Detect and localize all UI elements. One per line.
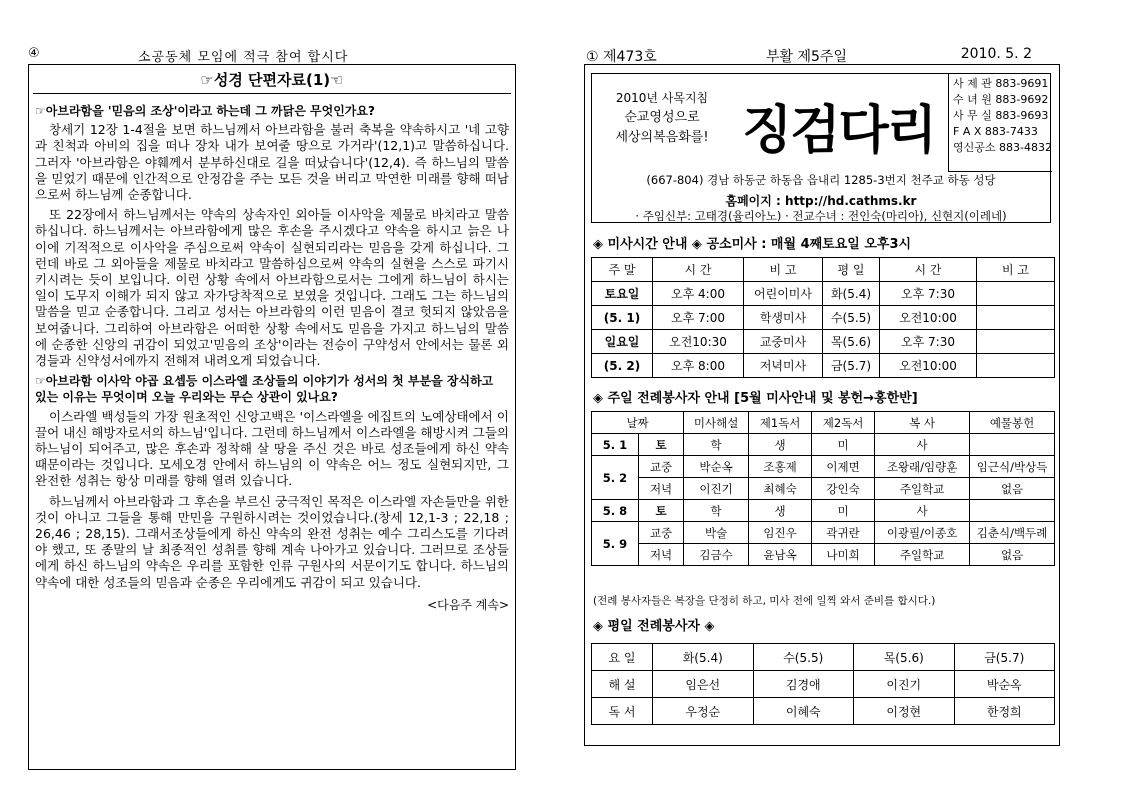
- weekend-day: 일요일: [592, 330, 653, 354]
- cell: [977, 306, 1055, 330]
- article-body: [35, 101, 509, 613]
- table-row: [592, 434, 1055, 456]
- date-cell: 5. 9: [592, 522, 639, 566]
- header-cell: 제2독서: [812, 412, 875, 434]
- header-cell: 목(5.6): [854, 644, 955, 671]
- cell: 학생미사: [744, 306, 823, 330]
- mass-type: 교중: [639, 522, 684, 544]
- cell: 사: [875, 500, 970, 522]
- header-cell: 금(5.7): [954, 644, 1055, 671]
- header-cell: 예물봉헌: [970, 412, 1055, 434]
- cell: 이진기: [854, 671, 955, 698]
- header-cell: 미사해설: [684, 412, 749, 434]
- staff: · 주임신부: 고태경(율리아노) · 전교수녀 : 전인숙(마리아), 신현지(이레네): [635, 209, 1007, 223]
- table-row: [592, 544, 1055, 566]
- cell: 최혜숙: [749, 478, 812, 500]
- website: 홈페이지 : http://hd.cathms.kr: [725, 194, 917, 208]
- header-cell: 날짜: [592, 412, 684, 434]
- motto-year: 2010년 사목지침: [615, 91, 709, 105]
- cell: 오후 7:00: [653, 306, 744, 330]
- servers-note: (전례 봉사자들은 복장을 단정히 하고, 미사 전에 일찍 와서 준비를 합시다.): [593, 595, 936, 607]
- date-cell: 5. 8: [592, 500, 639, 522]
- mass-type: 교중: [639, 456, 684, 478]
- mass-type: 저녁: [639, 478, 684, 500]
- header-cell: 제1독서: [749, 412, 812, 434]
- cell: 어린이미사: [744, 282, 823, 306]
- cell: 우정순: [653, 698, 754, 725]
- mass-type: 저녁: [639, 544, 684, 566]
- cell: 목(5.6): [823, 330, 880, 354]
- header-cell: 비 고: [977, 258, 1055, 282]
- cell: 학: [684, 500, 749, 522]
- slogan: 소공동체 모임에 적극 참여 합시다: [138, 50, 349, 65]
- cell: 미: [812, 500, 875, 522]
- contact-item: 사 제 관 883-9691: [953, 77, 1049, 90]
- date-cell: 5. 1: [592, 434, 639, 456]
- motto-line: 세상의복음화를!: [615, 130, 709, 145]
- cell: 곽귀란: [812, 522, 875, 544]
- liturgical-week: 부활 제5주일: [766, 49, 847, 65]
- cell: 조왕래/임량훈: [875, 456, 970, 478]
- cell: 이광필/이종호: [875, 522, 970, 544]
- cell: 주일학교: [875, 544, 970, 566]
- cell: 오전10:00: [880, 354, 977, 378]
- cell: 오후 7:30: [880, 330, 977, 354]
- cell: 임진우: [749, 522, 812, 544]
- issue-date: 2010. 5. 2: [960, 46, 1032, 62]
- row-label: 해 설: [592, 671, 653, 698]
- cell: 이제면: [812, 456, 875, 478]
- cell: 화(5.4): [823, 282, 880, 306]
- weekday-servers-table: [591, 643, 1055, 725]
- row-label: 독 서: [592, 698, 653, 725]
- masthead: [591, 73, 1051, 223]
- article-title: ☞성경 단편자료(1)☜: [29, 69, 515, 90]
- table-row: [592, 306, 1055, 330]
- table-header: [592, 644, 1055, 671]
- weekday-servers-title: ◈ 평일 전례봉사자 ◈: [593, 619, 715, 634]
- paragraph-4: 하느님께서 아브라함과 그 후손을 부르신 궁극적인 목적은 이스라엘 자손들만을 위한 것이 아니고 그들을 통해 만민을 구원하시려는 것이었습니다.(창세 12,1-3 ; 22,18 ; 26,46 ; 28,15). 그래서조상들에게 하신 약속의 완전 성취는 예수 그리스도를 기다려야 했고, 또 종말의 날 최종적인 성취를 향해 계속 나아가고 있습니다. 그러므로 조상들에게 하신 하느님의 약속은 우리를 포함한 인류 구원사의 서문이기도 합니다. 하느님의 약속에 대한 성조들의 믿음과 순종은 우리에게도 귀감이 되고 있습니다.: [35, 493, 509, 590]
- sunday-servers-title: ◈ 주일 전례봉사자 안내 [5월 미사안내 및 봉헌→홍한반]: [593, 391, 918, 406]
- paragraph-3: 이스라엘 백성들의 가장 원초적인 신앙고백은 '이스라엘을 에집트의 노예상태에서 이끌어 내신 해방자로서의 하느님'입니다. 그런데 하느님께서 이스라엘을 해방시켜 그들의 하느님이 되어주고, 많은 후손과 정착해 살 땅을 주신 것은 바로 성조들에게 하신 약속 때문이라는 것입니다. 모세오경 안에서 하느님의 이 약속은 어느 정도 실현되지만, 그 완전한 성취는 항상 미래를 향해 열려 있습니다.: [35, 408, 509, 489]
- cell: [970, 434, 1055, 456]
- header-cell: 시 간: [880, 258, 977, 282]
- table-row: [592, 478, 1055, 500]
- cell: 나미희: [812, 544, 875, 566]
- cell: 없음: [970, 544, 1055, 566]
- mass-schedule-table: [591, 257, 1055, 378]
- header-cell: 비 고: [744, 258, 823, 282]
- cell: 오전10:30: [653, 330, 744, 354]
- mass-schedule-title: ◈ 미사시간 안내 ◈ 공소미사 : 매월 4째토요일 오후3시: [593, 237, 912, 252]
- contact-item: 수 녀 원 883-9692: [953, 93, 1049, 106]
- table-row: [592, 500, 1055, 522]
- bulletin-box: [584, 64, 1060, 746]
- table-header: [592, 412, 1055, 434]
- cell: 주일학교: [875, 478, 970, 500]
- paragraph-2: 또 22장에서 하느님께서는 약속의 상속자인 외아들 이사악을 제물로 바치라고 말씀하십니다. 하느님께서는 아브라함에게 많은 후손을 주시겠다고 약속을 하시고 늙은 나이에 기적적으로 이사악을 주심으로써 약속이 실현되리라는 믿음을 갖게 하십니다. 그런데 바로 그 외아들을 제물로 바치라고 말씀하심으로써 약속의 실현을 스스로 파기시키시려는 듯이 보입니다. 이런 상황 속에서 아브라함으로서는 그에게 하느님이 하시는 일이 도무지 이해가 되지 않고 자가당착적으로 보였을 것입니다. 그래도 그는 하느님의 말씀을 믿고 순종합니다. 그리고 성서는 아브라함의 이런 믿음이 결코 헛되지 않았음을 보여줍니다. 그리하여 아브라함은 어떠한 상황 속에서도 믿음을 가지고 하느님의 말씀에 순종한 신앙의 귀감이 되었고'믿음의 조상'이라는 전승이 구약성서 안에서는 물론 외경들과 신약성서에까지 전해져 내려오게 되었습니다.: [35, 207, 509, 369]
- cell: 김경애: [753, 671, 854, 698]
- header-cell: 화(5.4): [653, 644, 754, 671]
- continued-note: <다음주 계속>: [427, 597, 509, 612]
- cell: 생: [749, 500, 812, 522]
- cell: 윤남옥: [749, 544, 812, 566]
- cell: [977, 330, 1055, 354]
- cell: 오전10:00: [880, 306, 977, 330]
- cell: 임근식/박상득: [970, 456, 1055, 478]
- cell: 생: [749, 434, 812, 456]
- mass-type: 토: [639, 434, 684, 456]
- cell: 한정희: [954, 698, 1055, 725]
- paragraph-1: 창세기 12장 1-4절을 보면 하느님께서 아브라함을 불러 축복을 약속하시고 '네 고향과 친척과 아비의 집을 떠나 장차 내가 보여줄 땅으로 가거라'(12,1)고 말씀하십니다. 그러자 '아브라함은 야훼께서 분부하신대로 길을 떠났습니다'(12,4). 즉 하느님의 말씀을 믿었기 때문에 인간적으로 안정감을 주는 모든 것을 버리고 막연한 미래를 향해 떠남으로써 하느님께 순종합니다.: [35, 122, 509, 203]
- table-row: [592, 354, 1055, 378]
- cell: 조홍제: [749, 456, 812, 478]
- mass-type: 토: [639, 500, 684, 522]
- cell: 이정현: [854, 698, 955, 725]
- header-cell: 평 일: [823, 258, 880, 282]
- table-row: [592, 698, 1055, 725]
- cell: 교중미사: [744, 330, 823, 354]
- left-page-header: [28, 44, 518, 64]
- cell: 박순옥: [954, 671, 1055, 698]
- table-row: [592, 456, 1055, 478]
- cell: 김춘식/백두례: [970, 522, 1055, 544]
- cell: 박술: [684, 522, 749, 544]
- table-row: [592, 282, 1055, 306]
- cell: 미: [812, 434, 875, 456]
- cell: [977, 354, 1055, 378]
- cell: 김금수: [684, 544, 749, 566]
- right-page-header: [586, 44, 1062, 64]
- cell: 이진기: [684, 478, 749, 500]
- question-2: ☞아브라함 이사악 야곱 요셉등 이스라엘 조상들의 이야기가 성서의 첫 부분을 장식하고 있는 이유는 무엇이며 오늘 우리와는 무슨 상관이 있나요?: [35, 374, 494, 405]
- weekend-date: (5. 1): [592, 306, 653, 330]
- cell: [977, 282, 1055, 306]
- cell: 박순옥: [684, 456, 749, 478]
- cell: 수(5.5): [823, 306, 880, 330]
- issue-number: ① 제473호: [586, 49, 657, 65]
- cell: 없음: [970, 478, 1055, 500]
- header-cell: 요 일: [592, 644, 653, 671]
- question-1: ☞아브라함을 '믿음의 조상'이라고 하는데 그 까닭은 무엇인가요?: [35, 104, 375, 118]
- cell: 오후 4:00: [653, 282, 744, 306]
- table-row: [592, 522, 1055, 544]
- sunday-servers-table: [591, 411, 1055, 566]
- header-cell: 수(5.5): [753, 644, 854, 671]
- contact-item: F A X 883-7433: [953, 125, 1038, 138]
- motto-line: 순교영성으로: [624, 110, 700, 125]
- pastoral-motto: [598, 88, 726, 148]
- header-cell: 주 말: [592, 258, 653, 282]
- address: (667-804) 경남 하동군 하동읍 읍내리 1285-3번지 천주교 하동 성당: [646, 173, 996, 187]
- cell: 이혜숙: [753, 698, 854, 725]
- contact-item: 사 무 실 883-9693: [953, 109, 1049, 122]
- cell: [970, 500, 1055, 522]
- header-cell: 복 사: [875, 412, 970, 434]
- bible-article-box: [28, 64, 516, 770]
- cell: 강인숙: [812, 478, 875, 500]
- cell: 오후 7:30: [880, 282, 977, 306]
- weekend-day: 토요일: [592, 282, 653, 306]
- contact-list: [948, 74, 1052, 172]
- weekend-date: (5. 2): [592, 354, 653, 378]
- page-number: ④: [28, 46, 40, 61]
- table-row: [592, 330, 1055, 354]
- cell: 학: [684, 434, 749, 456]
- cell: 금(5.7): [823, 354, 880, 378]
- table-row: [592, 671, 1055, 698]
- cell: 저녁미사: [744, 354, 823, 378]
- date-cell: 5. 2: [592, 456, 639, 500]
- cell: 사: [875, 434, 970, 456]
- bulletin-logo: 징검다리: [742, 100, 935, 161]
- cell: 오후 8:00: [653, 354, 744, 378]
- cell: 임은선: [653, 671, 754, 698]
- contact-item: 영신공소 883-4832: [953, 141, 1052, 154]
- table-header: [592, 258, 1055, 282]
- header-cell: 시 간: [653, 258, 744, 282]
